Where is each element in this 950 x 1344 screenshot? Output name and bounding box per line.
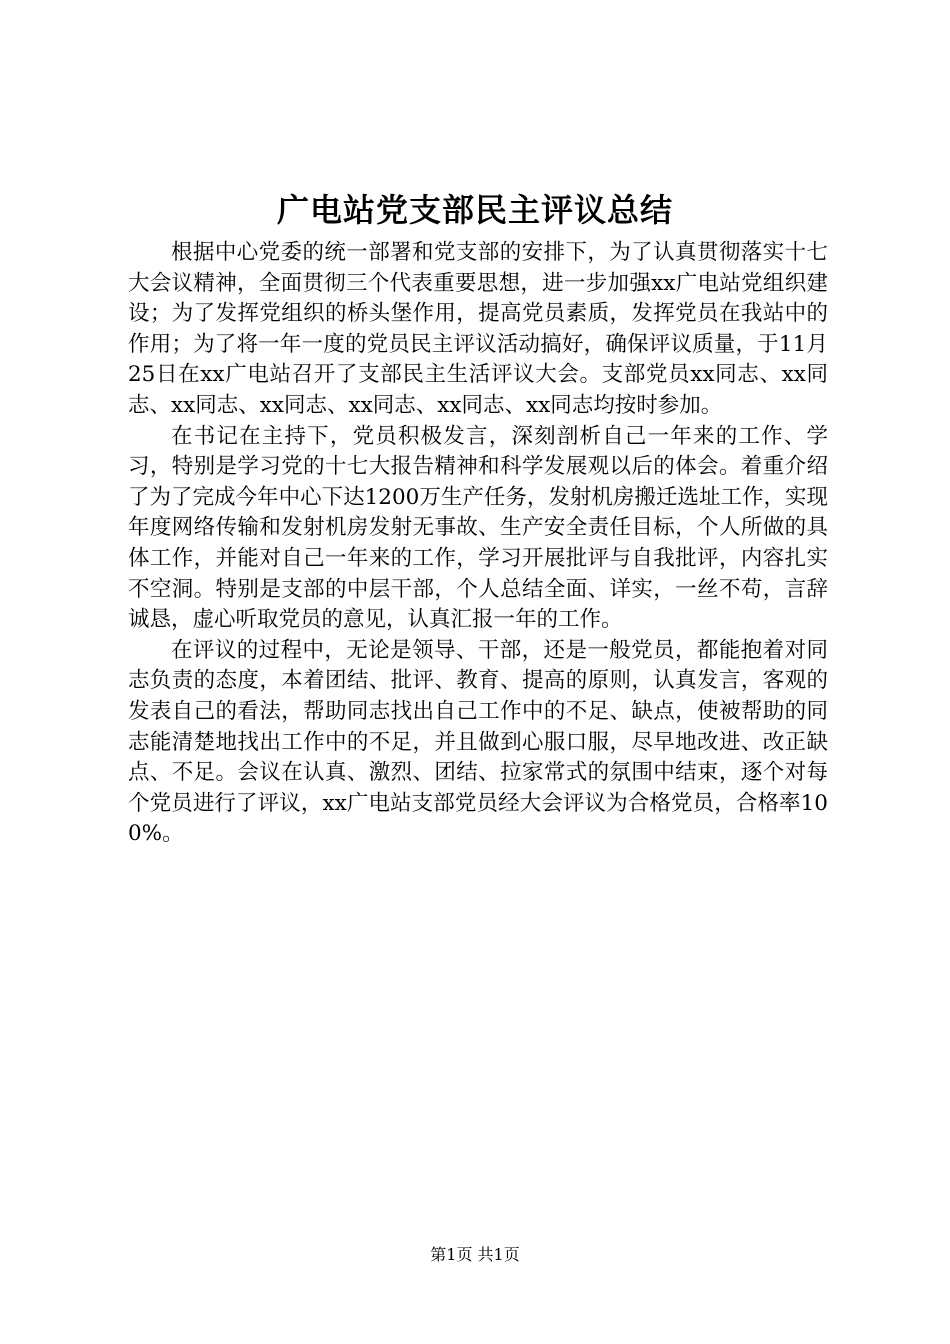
document-body [128, 238, 828, 850]
paragraph: 在评议的过程中，无论是领导、干部，还是一般党员，都能抱着对同志负责的态度，本着团结、批评、教育、提高的原则，认真发言，客观的发表自己的看法，帮助同志找出自己工作中的不足、缺点，使被帮助的同志能清楚地找出工作中的不足，并且做到心服口服，尽早地改进、改正缺点、不足。会议在认真、激烈、团结、拉家常式的氛围中结束，逐个对每个党员进行了评议，xx广电站支部党员经大会评议为合格党员，合格率100%。 [128, 637, 828, 847]
page-footer: 第1页 共1页 [430, 1245, 520, 1264]
paragraph: 在书记在主持下，党员积极发言，深刻剖析自己一年来的工作、学习，特别是学习党的十七大报告精神和科学发展观以后的体会。着重介绍了为了完成今年中心下达1200万生产任务，发射机房搬迁选址工作，实现年度网络传输和发射机房发射无事故、生产安全责任目标，个人所做的具体工作，并能对自己一年来的工作，学习开展批评与自我批评，内容扎实不空洞。特别是支部的中层干部，个人总结全面、详实，一丝不苟，言辞诚恳，虚心听取党员的意见，认真汇报一年的工作。 [128, 423, 828, 633]
document-title: 广电站党支部民主评议总结 [276, 191, 673, 229]
paragraph: 根据中心党委的统一部署和党支部的安排下，为了认真贯彻落实十七大会议精神，全面贯彻三个代表重要思想，进一步加强xx广电站党组织建设；为了发挥党组织的桥头堡作用，提高党员素质，发挥党员在我站中的作用；为了将一年一度的党员民主评议活动搞好，确保评议质量，于11月25日在xx广电站召开了支部民主生活评议大会。支部党员xx同志、xx同志、xx同志、xx同志、xx同志、xx同志、xx同志均按时参加。 [128, 240, 828, 418]
